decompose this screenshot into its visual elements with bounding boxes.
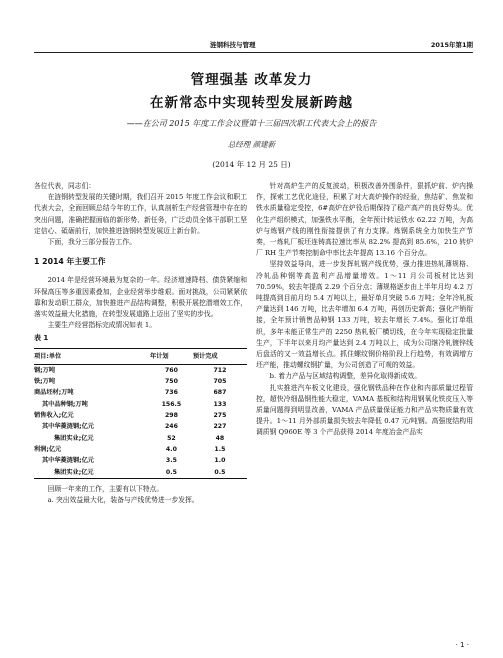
paragraph: 坚持效益导向，进一步发挥轧钢产线优势，强力推进热轧薄规格、冷轧品种钢等高盈利产品增量增效。1～11 月公司板材比达到 70.59%，较去年提高 2.29 个百分点；薄规格逐步由上半年月均 4.2 万吨提高到目前月均 5.4 万吨以上，最好单月突破 5.6 万吨；全年冷轧板产量达到 146 万吨，比去年增加 6.4 万吨，再创历史新高；强化产销衔接，全年预计销售品种钢 133 万吨，较去年增长 7.4%。强化订单组织，多年未能正常生产的 2250 热轧板厂横切线，在今年实现稳定批量生产，下半年以来月均产量达到 2.4 万吨以上，成为公司继冷轧镀锌线后盘活的又一效益增长点。抓住螺纹钢价格阶段上行趋势，有效调增方坯产能，推动螺纹钢扩量，为公司创造了可观的效益。: [256, 260, 473, 370]
paragraph: 扎实推进汽车板文化建设，强化钢铁品种在作业和内部质量过程管控，超快冷细晶钢性能大稳定，VAMA 基板和结构用钢氧化铁皮压入等质量问题得到明显改善，VAMA 产品质量保证能力和产品实物质量有效提升。1～11 月外部质量损失较去年降低 0.47 元/吨钢。高强度结构用调质钢 Q960E 等 3 个产品获得 2014 年度冶金产品实: [256, 383, 473, 437]
row-item: 其中华菱涟钢;亿元: [42, 457, 94, 465]
row-plan: 52: [167, 434, 176, 442]
row-plan: 760: [164, 366, 178, 374]
title-line-1: 管理强基 改革发力: [190, 72, 313, 88]
journal-name: 涟钢科技与管理: [210, 41, 256, 49]
indicators-table: [34, 348, 247, 479]
row-plan: 4.0: [165, 445, 177, 453]
table-row: [34, 455, 247, 466]
row-actual: 227: [213, 423, 227, 431]
paragraph: 针对高炉生产的反复波动，积极改善外围条件，狠抓炉前、炉内操作，探索工艺优化途径，积累了对大高炉操作的经验，焦结矿、焦炭和铁水质量稳定受控，6#高炉在炉役后期保持了稳产高产的良好势头。优化生产组织模式，加强铁水平衡，全年预计转运铁水 62.22 万吨，为高炉与炼钢产线的刚性衔接提供了有力支撑。炼钢系统全力加快生产节奏，一炼轧厂板坯连铸高拉速比率从 82.2% 提高到 85.6%，210 转炉厂 RH 生产节奏控制命中率比去年提高 13.16 个百分点。: [256, 182, 473, 258]
paragraph: 在涟钢转型发展的关键时期，我们召开 2015 年度工作会议和职工代表大会，全面回顾总结今年的工作，认真剖析生产经营管理中存在的突出问题，准确把握面临的新形势、新任务，广泛动员全体干部职工坚定信心、砥砺前行，加快推进涟钢转型发展迈上新台阶。: [34, 193, 247, 235]
section-heading: 1 2014 年主要工作: [34, 257, 106, 267]
table-row: [34, 444, 247, 455]
title-line-2: 在新常态中实现转型发展新跨越: [150, 95, 353, 111]
row-item: 其中品种钢;万吨: [42, 400, 88, 408]
row-actual: 687: [213, 389, 227, 397]
row-item: 铁;万吨: [34, 378, 56, 386]
paragraph: a. 突出效益最大化，装备与产线优势进一步发挥。: [47, 496, 199, 505]
table-row: [34, 433, 247, 444]
table-header-item: 项目:单位: [34, 348, 150, 364]
issue-label: 2015年第1期: [430, 41, 473, 49]
paragraph: 主要生产经营指标完成情况如表 1。: [47, 321, 157, 330]
greeting: 各位代表，同志们：: [34, 182, 96, 190]
row-item: 集团实业;亿元: [54, 434, 94, 442]
row-plan: 156.5: [161, 400, 182, 408]
row-plan: 246: [164, 423, 178, 431]
row-item: 商品坯材;万吨: [34, 389, 74, 397]
table-header-plan: 年计划: [150, 348, 193, 364]
table-row: [34, 387, 247, 398]
row-actual: 275: [213, 412, 227, 420]
row-actual: 1.0: [214, 457, 226, 465]
subheading: b. 着力产品与区域结构调整，差异化取得新成效。: [269, 372, 421, 381]
table-caption: 表 1: [34, 334, 49, 343]
table-header-actual: 预计完成: [193, 348, 247, 364]
table-row: [34, 467, 247, 479]
table-row: [34, 399, 247, 410]
running-header: [34, 40, 473, 52]
right-column: [256, 181, 473, 439]
table-row: [34, 421, 247, 432]
left-column: [34, 181, 247, 506]
row-plan: 750: [164, 378, 178, 386]
row-actual: 0.5: [193, 467, 247, 479]
header-divider: [34, 52, 473, 53]
row-plan: 3.5: [165, 457, 177, 465]
row-item: 利润;亿元: [34, 445, 62, 453]
row-plan: 298: [164, 412, 178, 420]
row-item: 钢;万吨: [34, 366, 56, 374]
table-row: [34, 410, 247, 421]
row-plan: 0.5: [150, 467, 193, 479]
author-line: 总经理 颜建新: [227, 140, 276, 149]
row-item: 其中华菱涟钢;亿元: [42, 423, 94, 431]
row-plan: 736: [164, 389, 178, 397]
table-row: [34, 364, 247, 376]
date-line: (2014 年 12 月 25 日): [212, 160, 291, 169]
row-actual: 712: [213, 366, 227, 374]
row-actual: 133: [213, 400, 227, 408]
row-actual: 1.5: [214, 445, 226, 453]
subtitle: ——在公司 2015 年度工作会议暨第十三届四次职工代表大会上的报告: [126, 119, 377, 128]
row-actual: 705: [213, 378, 227, 386]
row-item: 销售收入;亿元: [34, 412, 74, 420]
row-actual: 48: [215, 434, 225, 442]
paragraph: 2014 年是经营环境最为复杂的一年。经济增速降档、债贷紧缩和环保高压等多重因素叠加，企业经营举步维艰。面对挑战，公司紧紧依靠和发动职工群众，加快推进产品结构调整，积极开展挖潜增效工作，落实效益最大化措施，在转型发展道路上迈出了坚实的步伐。: [34, 276, 247, 319]
paragraph: 回顾一年来的工作，主要有以下特点。: [47, 484, 164, 493]
row-item: 集团实业;亿元: [34, 467, 150, 479]
page-number: · 1 ·: [455, 641, 469, 649]
table-row: [34, 376, 247, 387]
paragraph: 下面，我分三部分报告工作。: [47, 238, 136, 247]
